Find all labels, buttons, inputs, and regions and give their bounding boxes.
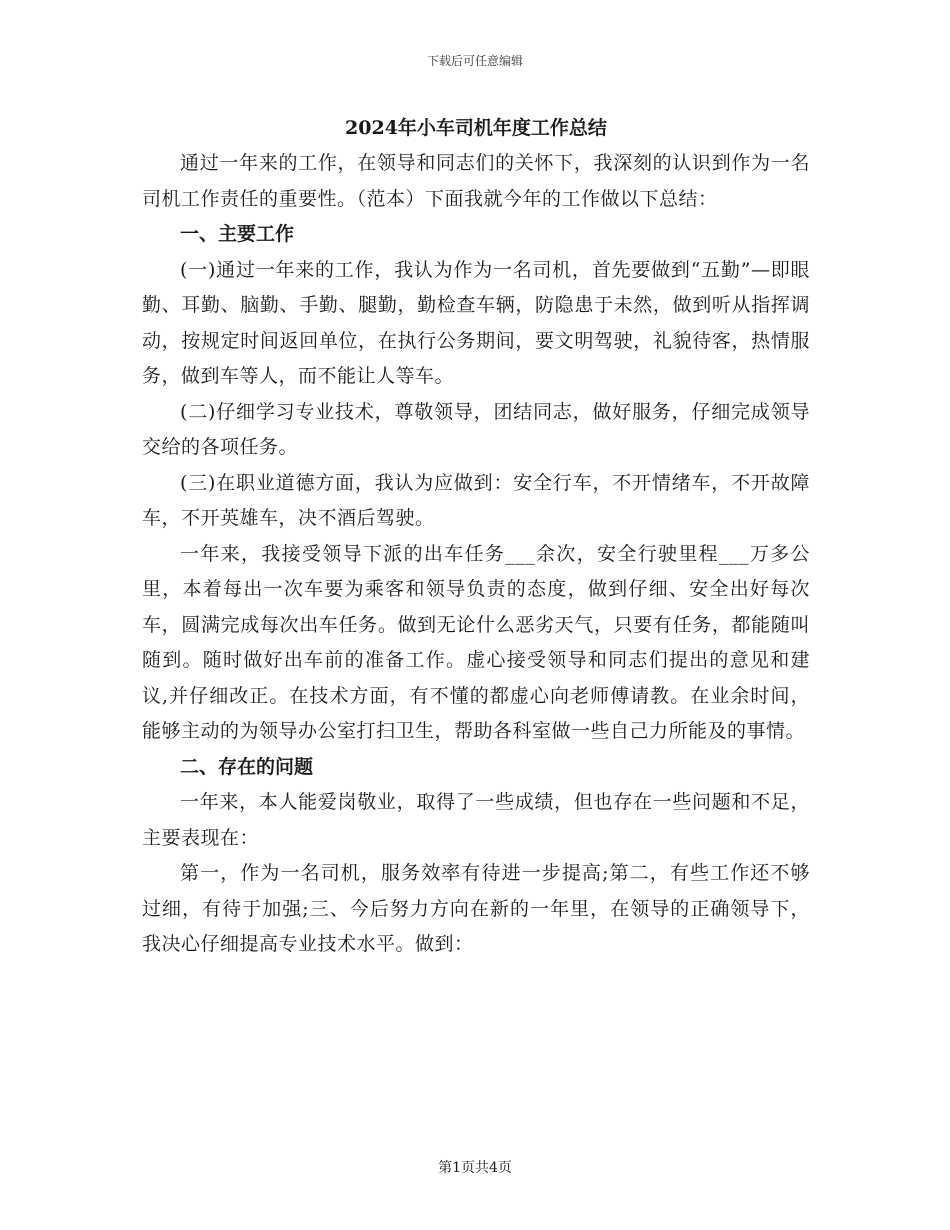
paragraph-professional-ethics: (三)在职业道德方面，我认为应做到：安全行车，不开情绪车，不开故障车，不开英雄车，决不酒后驾驶。 bbox=[142, 471, 810, 529]
paragraph-problems-detail: 第一，作为一名司机，服务效率有待进一步提高;第二，有些工作还不够过细，有待于加强;三、今后努力方向在新的一年里，在领导的正确领导下，我决心仔细提高专业技术水平。做到： bbox=[142, 862, 810, 955]
paragraph-intro: 通过一年来的工作，在领导和同志们的关怀下，我深刻的认识到作为一名司机工作责任的重要性。（范本）下面我就今年的工作做以下总结： bbox=[142, 152, 810, 210]
document-body bbox=[142, 110, 810, 963]
document-title: 2024年小车司机年度工作总结 bbox=[345, 117, 607, 139]
section-heading-main-work: 一、主要工作 bbox=[180, 223, 295, 245]
paragraph-year-summary: 一年来，我接受领导下派的出车任务___余次，安全行驶里程___万多公里，本着每出一次车要为乘客和领导负责的态度，做到仔细、安全出好每次车，圆满完成每次出车任务。做到无论什么恶劣天气，只要有任务，都能随叫随到。随时做好出车前的准备工作。虚心接受领导和同志们提出的意见和建议,并仔细改正。在技术方面，有不懂的都虚心向老师傅请教。在业余时间，能够主动的为领导办公室打扫卫生，帮助各科室做一些自己力所能及的事情。 bbox=[142, 542, 810, 742]
paragraph-problems-intro: 一年来，本人能爱岗敬业，取得了一些成绩，但也存在一些问题和不足，主要表现在： bbox=[142, 791, 810, 849]
paragraph-five-diligences: (一)通过一年来的工作，我认为作为一名司机，首先要做到“五勤”—即眼勤、耳勤、脑勤、手勤、腿勤，勤检查车辆，防隐患于未然，做到听从指挥调动，按规定时间返回单位，在执行公务期间，要文明驾驶，礼貌待客，热情服务，做到车等人，而不能让人等车。 bbox=[142, 258, 810, 387]
section-heading-problems: 二、存在的问题 bbox=[180, 755, 314, 778]
page-header-note: 下载后可任意编辑 bbox=[426, 54, 523, 68]
page-number: 第1页共4页 bbox=[438, 1160, 512, 1176]
paragraph-study-skills: (二)仔细学习专业技术，尊敬领导，团结同志，做好服务，仔细完成领导交给的各项任务。 bbox=[142, 400, 810, 458]
